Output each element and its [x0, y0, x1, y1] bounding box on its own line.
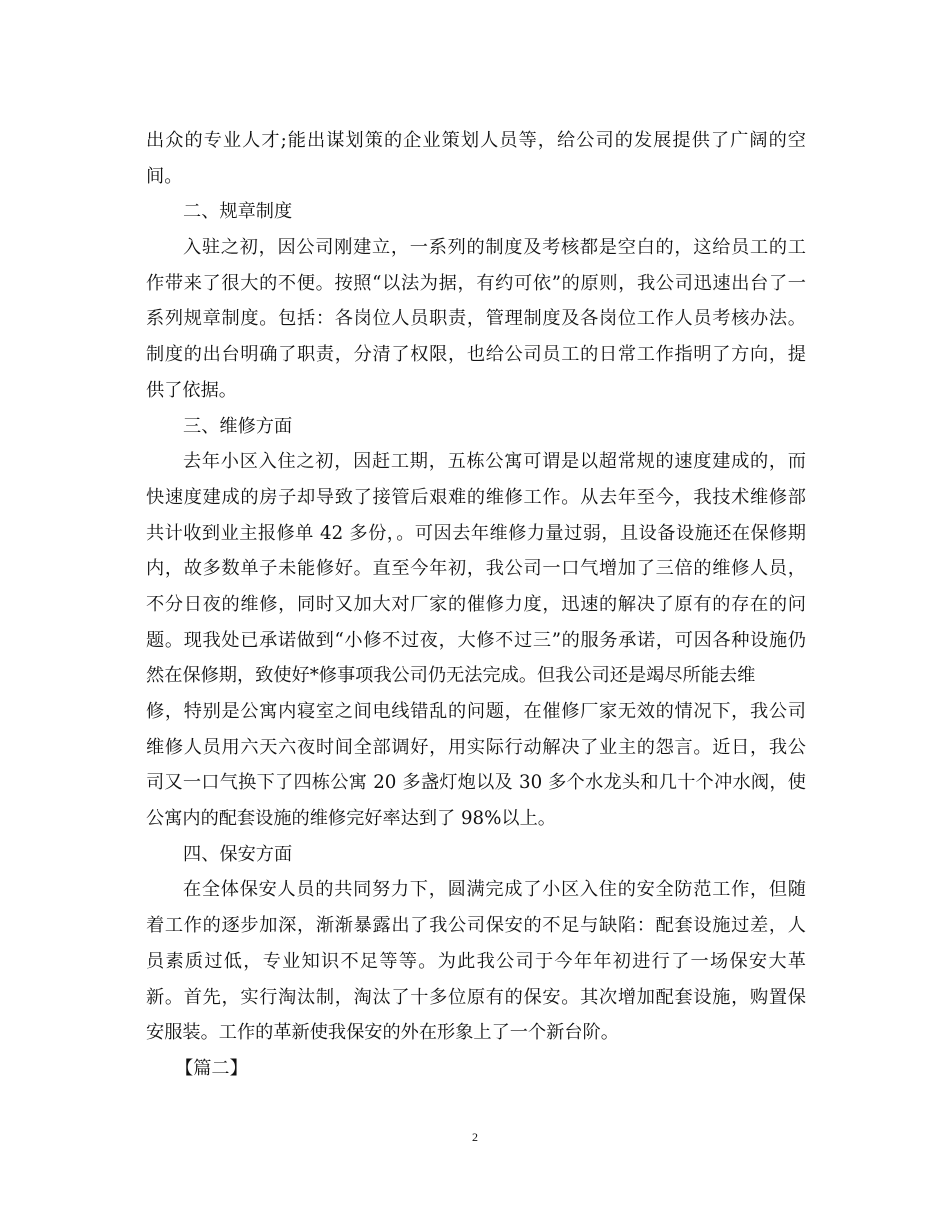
text-line: 然在保修期，致使好*修事项我公司仍无法完成。但我公司还是竭尽所能去维: [146, 665, 756, 687]
text-line: 【篇二】: [175, 1057, 248, 1079]
text-line: 着工作的逐步加深，渐渐暴露出了我公司保安的不足与缺陷：配套设施过差，人: [146, 915, 806, 937]
text-line: 四、保安方面: [183, 843, 293, 865]
text-line: 出众的专业人才;能出谋划策的企业策划人员等，给公司的发展提供了广阔的空: [146, 130, 806, 151]
text-line: 安服装。工作的革新使我保安的外在形象上了一个新台阶。: [146, 1022, 619, 1044]
page-number: 2: [472, 1130, 478, 1144]
text-line: 快速度建成的房子却导致了接管后艰难的维修工作。从去年至今，我技术维修部: [146, 486, 806, 508]
text-line: 修，特别是公寓内寝室之间电线错乱的问题，在催修厂家无效的情况下，我公司: [146, 701, 806, 722]
text-line: 维修人员用六天六夜时间全部调好，用实际行动解决了业主的怨言。近日，我公: [146, 736, 806, 758]
text-line: 题。现我处已承诺做到“小修不过夜，大修不过三”的服务承诺，可因各种设施仍: [146, 629, 806, 651]
text-line: 公寓内的配套设施的维修完好率达到了 98%以上。: [146, 808, 556, 830]
text-line: 去年小区入住之初，因赶工期，五栋公寓可谓是以超常规的速度建成的，而: [183, 451, 806, 473]
text-line: 间。: [146, 165, 183, 187]
text-line: 二、规章制度: [183, 201, 293, 223]
text-line: 作带来了很大的不便。按照“以法为据，有约可依”的原则，我公司迅速出台了一: [146, 272, 806, 294]
text-line: 制度的出台明确了职责，分清了权限，也给公司员工的日常工作指明了方向，提: [146, 344, 806, 366]
text-line: 供了依据。: [146, 379, 237, 401]
document-body: [146, 123, 806, 1087]
text-line: 新。首先，实行淘汰制，淘汰了十多位原有的保安。其次增加配套设施，购置保: [146, 986, 806, 1008]
text-line: 三、维修方面: [183, 415, 293, 437]
text-line: 司又一口气换下了四栋公寓 20 多盏灯炮以及 30 多个水龙头和几十个冲水阀，使: [146, 772, 806, 794]
text-line: 不分日夜的维修，同时又加大对厂家的催修力度，迅速的解决了原有的存在的问: [146, 593, 806, 615]
text-line: 内，故多数单子未能修好。直至今年初，我公司一口气增加了三倍的维修人员，: [146, 558, 806, 580]
text-line: 入驻之初，因公司刚建立，一系列的制度及考核都是空白的，这给员工的工: [183, 237, 806, 259]
text-line: 在全体保安人员的共同努力下，圆满完成了小区入住的安全防范工作，但随: [183, 879, 806, 901]
text-line: 系列规章制度。包括：各岗位人员职责，管理制度及各岗位工作人员考核办法。: [146, 308, 806, 330]
text-line: 员素质过低，专业知识不足等等。为此我公司于今年年初进行了一场保安大革: [146, 950, 806, 972]
text-line: 共计收到业主报修单 42 多份，。可因去年维修力量过弱，且设备设施还在保修期: [146, 522, 806, 544]
